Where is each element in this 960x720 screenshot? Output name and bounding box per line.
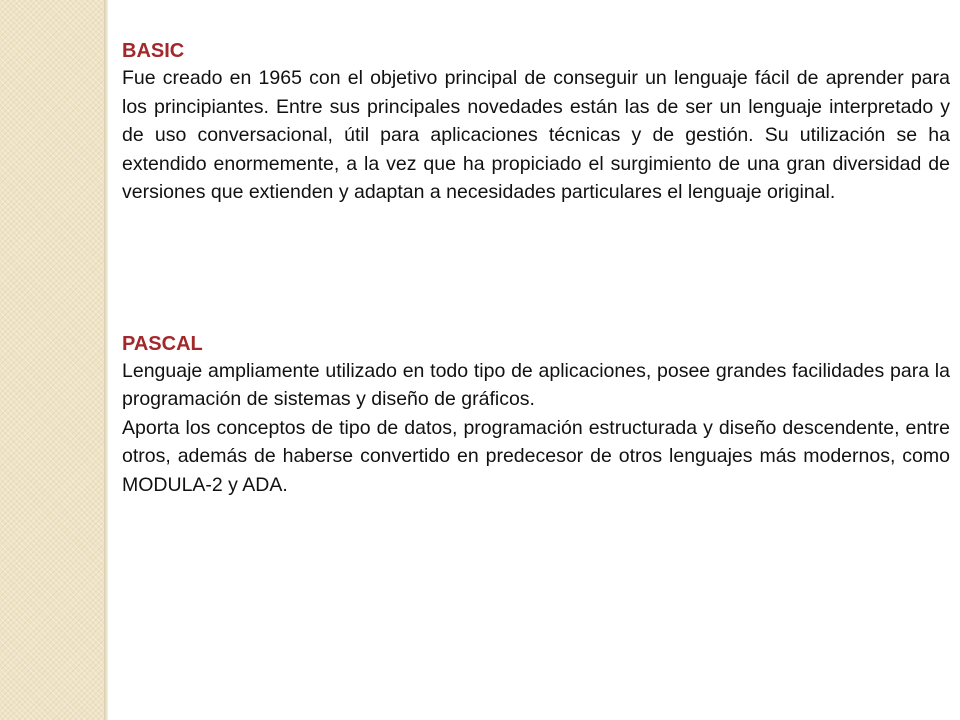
section-basic	[122, 38, 950, 207]
decorative-side-band	[0, 0, 104, 720]
section-pascal	[122, 331, 950, 500]
side-band-edge	[104, 0, 108, 720]
heading-pascal: PASCAL	[122, 332, 203, 355]
heading-basic: BASIC	[122, 40, 185, 62]
paragraph-pascal-1: Lenguaje ampliamente utilizado en todo tipo de aplicaciones, posee grandes facilidades para la programación de sistemas y diseño de gráficos.	[122, 359, 950, 410]
slide-content	[122, 38, 950, 499]
paragraph-basic: Fue creado en 1965 con el objetivo principal de conseguir un lenguaje fácil de aprender para los principiantes. Entre sus principales novedades están las de ser un lenguaje interpretado y de uso conversacional, útil para aplicaciones técnicas y de gestión. Su utilización se ha extendido enormemente, a la vez que ha propiciado el surgimiento de una gran diversidad de versiones que extienden y adaptan a necesidades particulares el lenguaje original.	[122, 67, 950, 203]
paragraph-pascal-2: Aporta los conceptos de tipo de datos, programación estructurada y diseño descendente, entre otros, además de haberse convertido en predecesor de otros lenguajes más modernos, como MODULA-2 y ADA.	[122, 416, 950, 496]
